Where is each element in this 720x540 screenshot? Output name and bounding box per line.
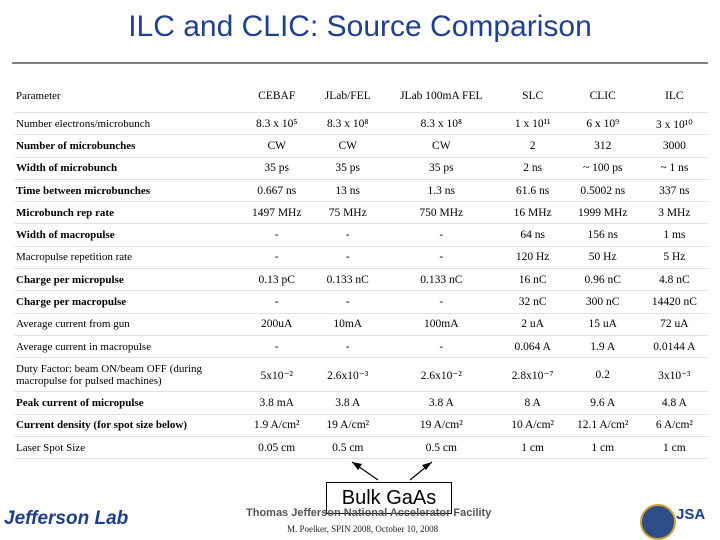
table-cell: - (313, 291, 382, 313)
table-cell: 2 uA (501, 313, 565, 335)
table-cell: 72 uA (641, 313, 708, 335)
table-cell: 6 x 10⁹ (565, 113, 641, 135)
table-cell: 1 cm (565, 436, 641, 458)
table-cell: 50 Hz (565, 246, 641, 268)
table-cell: 13 ns (313, 179, 382, 201)
row-label: Current density (for spot size below) (14, 414, 240, 436)
table-cell: - (240, 291, 313, 313)
row-label: Laser Spot Size (14, 436, 240, 458)
table-cell: 100mA (382, 313, 501, 335)
table-cell: 300 nC (565, 291, 641, 313)
table-cell: 35 ps (313, 157, 382, 179)
table-cell: - (382, 224, 501, 246)
table-cell: 0.2 (565, 358, 641, 392)
table-cell: 1.3 ns (382, 179, 501, 201)
table-cell: 19 A/cm² (382, 414, 501, 436)
row-label: Microbunch rep rate (14, 202, 240, 224)
row-label: Width of microbunch (14, 157, 240, 179)
row-label: Macropulse repetition rate (14, 246, 240, 268)
table-cell: 19 A/cm² (313, 414, 382, 436)
bulk-gaas-callout: Bulk GaAs (326, 482, 452, 514)
table-cell: 14420 nC (641, 291, 708, 313)
table-cell: 2 ns (501, 157, 565, 179)
row-label: Peak current of micropulse (14, 392, 240, 414)
table-cell: 6 A/cm² (641, 414, 708, 436)
table-cell: 16 MHz (501, 202, 565, 224)
table-cell: 61.6 ns (501, 179, 565, 201)
table-cell: 3 x 10¹⁰ (641, 113, 708, 135)
table-cell: 1.9 A (565, 335, 641, 357)
header-cell: CEBAF (240, 80, 313, 113)
table-cell: 0.064 A (501, 335, 565, 357)
table-cell: 3 MHz (641, 202, 708, 224)
table-cell: 2 (501, 135, 565, 157)
table-cell: 3.8 A (313, 392, 382, 414)
table-cell: 15 uA (565, 313, 641, 335)
table-cell: - (313, 335, 382, 357)
table-cell: 337 ns (641, 179, 708, 201)
table-cell: 1.9 A/cm² (240, 414, 313, 436)
table-cell: 9.6 A (565, 392, 641, 414)
table-cell: 0.0144 A (641, 335, 708, 357)
row-label: Width of macropulse (14, 224, 240, 246)
slide-title: ILC and CLIC: Source Comparison (128, 10, 592, 43)
table-cell: 3.8 mA (240, 392, 313, 414)
facility-name: Thomas Jefferson National Accelerator Facility (246, 507, 492, 519)
table-cell: 4.8 A (641, 392, 708, 414)
table-cell: 0.133 nC (313, 269, 382, 291)
presentation-credit: M. Poelker, SPIN 2008, October 10, 2008 (287, 524, 439, 534)
table-cell: 0.13 pC (240, 269, 313, 291)
table-cell: 0.5 cm (313, 436, 382, 458)
table-cell: 32 nC (501, 291, 565, 313)
table-cell: 4.8 nC (641, 269, 708, 291)
row-label: Charge per micropulse (14, 269, 240, 291)
table-cell: CW (240, 135, 313, 157)
table-cell: 2.6x10⁻³ (313, 358, 382, 392)
table-cell: 0.96 nC (565, 269, 641, 291)
header-cell: CLIC (565, 80, 641, 113)
table-cell: 3x10⁻³ (641, 358, 708, 392)
table-cell: 35 ps (382, 157, 501, 179)
table-cell: 8.3 x 10⁸ (313, 113, 382, 135)
table-cell: 1 ms (641, 224, 708, 246)
table-cell: 5 Hz (641, 246, 708, 268)
table-cell: - (382, 335, 501, 357)
table-cell: 1 cm (641, 436, 708, 458)
table-cell: 8.3 x 10⁵ (240, 113, 313, 135)
table-cell: 0.05 cm (240, 436, 313, 458)
header-cell: JLab 100mA FEL (382, 80, 501, 113)
table-cell: 0.133 nC (382, 269, 501, 291)
table-cell: 1 cm (501, 436, 565, 458)
table-cell: 3000 (641, 135, 708, 157)
table-cell: 200uA (240, 313, 313, 335)
table-cell: - (240, 335, 313, 357)
row-label: Time between microbunches (14, 179, 240, 201)
table-cell: 312 (565, 135, 641, 157)
table-cell: 0.667 ns (240, 179, 313, 201)
table-cell: 0.5 cm (382, 436, 501, 458)
table-cell: ~ 100 ps (565, 157, 641, 179)
table-cell: 8.3 x 10⁸ (382, 113, 501, 135)
row-label: Number of microbunches (14, 135, 240, 157)
jefferson-lab-logo: Jefferson Lab (4, 508, 129, 529)
row-label: Average current in macropulse (14, 335, 240, 357)
table-cell: - (382, 246, 501, 268)
table-cell: 1999 MHz (565, 202, 641, 224)
table-cell: - (313, 246, 382, 268)
table-cell: 3.8 A (382, 392, 501, 414)
table-cell: 1497 MHz (240, 202, 313, 224)
table-cell: 5x10⁻² (240, 358, 313, 392)
table-cell: ~ 1 ns (641, 157, 708, 179)
table-cell: - (240, 224, 313, 246)
row-label: Number electrons/microbunch (14, 113, 240, 135)
table-cell: 120 Hz (501, 246, 565, 268)
table-cell: 64 ns (501, 224, 565, 246)
table-cell: 75 MHz (313, 202, 382, 224)
header-parameter: Parameter (14, 80, 240, 113)
table-cell: 156 ns (565, 224, 641, 246)
table-cell: 8 A (501, 392, 565, 414)
header-cell: JLab/FEL (313, 80, 382, 113)
table-cell: 1 x 10¹¹ (501, 113, 565, 135)
doe-seal-icon (640, 504, 676, 540)
table-cell: 35 ps (240, 157, 313, 179)
header-cell: ILC (641, 80, 708, 113)
table-cell: - (313, 224, 382, 246)
table-cell: 750 MHz (382, 202, 501, 224)
table-cell: 12.1 A/cm² (565, 414, 641, 436)
table-cell: 16 nC (501, 269, 565, 291)
table-cell: 2.6x10⁻² (382, 358, 501, 392)
table-cell: - (240, 246, 313, 268)
header-cell: SLC (501, 80, 565, 113)
table-cell: 0.5002 ns (565, 179, 641, 201)
table-cell: 10mA (313, 313, 382, 335)
row-label: Duty Factor: beam ON/beam OFF (during macropulse for pulsed machines) (14, 358, 240, 392)
table-cell: - (382, 291, 501, 313)
table-cell: CW (313, 135, 382, 157)
row-label: Charge per macropulse (14, 291, 240, 313)
row-label: Average current from gun (14, 313, 240, 335)
table-cell: 10 A/cm² (501, 414, 565, 436)
table-cell: 2.8x10⁻⁷ (501, 358, 565, 392)
jsa-logo: JSA (676, 506, 706, 523)
table-cell: CW (382, 135, 501, 157)
